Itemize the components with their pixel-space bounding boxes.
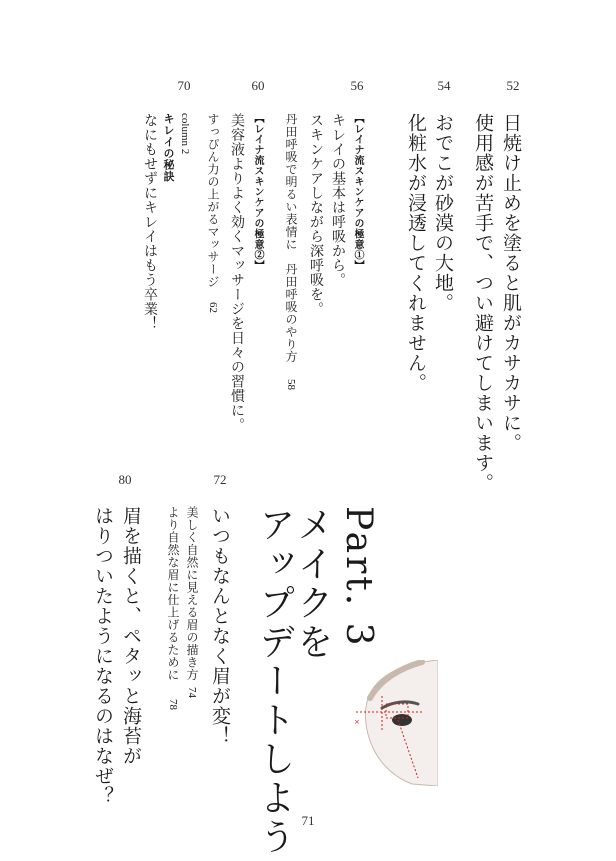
entry-80-line2[interactable]: はりついたようになるのはなぜ？ [92, 506, 114, 806]
entry-60-subentry-title: すっぴん力の上がるマッサージ [206, 113, 220, 288]
entry-60-subentry[interactable] [207, 113, 219, 313]
entry-56-subentry[interactable] [285, 113, 297, 390]
entry-72-subentry1-page: 74 [186, 687, 198, 698]
entry-60-heading: 【レイナ流スキンケアの極意②】 [252, 113, 263, 271]
entry-72-subentry1-title: 美しく自然に見える眉の描き方 [185, 506, 199, 681]
entry-60-line1[interactable]: 美容液よりよく効くマッサージを日々の習慣に。 [229, 113, 245, 432]
entry-72-subentry1[interactable] [186, 506, 198, 698]
entry-72-subentry2-title: より自然な眉に仕上げるために [166, 506, 180, 681]
entry-54-line2[interactable]: 化粧水が浸透してくれません。 [405, 113, 427, 393]
entry-72-subentry2[interactable] [167, 506, 179, 710]
eyebrow-illustration [352, 660, 438, 786]
page-number-80: 80 [118, 472, 132, 487]
part-3-label: Part. 3 [338, 506, 379, 649]
entry-56-subentry-title: 丹田呼吸で明るい表情に 丹田呼吸のやり方 [284, 113, 298, 363]
eye-shape [392, 714, 412, 726]
page-number-72: 72 [213, 472, 227, 487]
entry-60-subentry-page: 62 [207, 302, 219, 313]
entry-70-line1[interactable]: なにもせずにキレイはもう卒業！ [142, 113, 158, 331]
entry-56-heading: 【レイナ流スキンケアの極意①】 [352, 113, 363, 271]
page-number-56: 56 [350, 78, 364, 93]
page-number-60: 60 [251, 78, 265, 93]
entry-56-line2[interactable]: スキンケアしながら深呼吸を。 [308, 113, 324, 316]
entry-72-subentry2-page: 78 [167, 699, 179, 710]
entry-80-line1[interactable]: 眉を描くと、ペタッと海苔が [120, 506, 142, 766]
guide-mark-x: × [354, 718, 360, 726]
entry-52-line2[interactable]: 使用感が苦手で、つい避けてしまいます。 [472, 113, 494, 493]
entry-52-line1[interactable]: 日焼け止めを塗ると肌がカサカサに。 [500, 113, 522, 453]
page-number-54: 54 [437, 78, 451, 93]
page-number-52: 52 [506, 78, 520, 93]
column-2-label: column 2 [179, 113, 191, 155]
folio-page-number: 71 [301, 813, 315, 828]
part-3-title-line1: メイクを [292, 506, 333, 662]
entry-72-line1[interactable]: いつもなんとなく眉が変！ [209, 506, 231, 746]
entry-54-line1[interactable]: おでこが砂漠の大地。 [432, 113, 454, 313]
part-3-title-line2: アップデートしよう [254, 506, 295, 857]
page-number-70: 70 [177, 78, 191, 93]
entry-56-subentry-page: 58 [285, 379, 297, 390]
entry-56-line1[interactable]: キレイの基本は呼吸から。 [330, 113, 346, 287]
column-2-title: キレイの秘訣 [162, 113, 175, 182]
